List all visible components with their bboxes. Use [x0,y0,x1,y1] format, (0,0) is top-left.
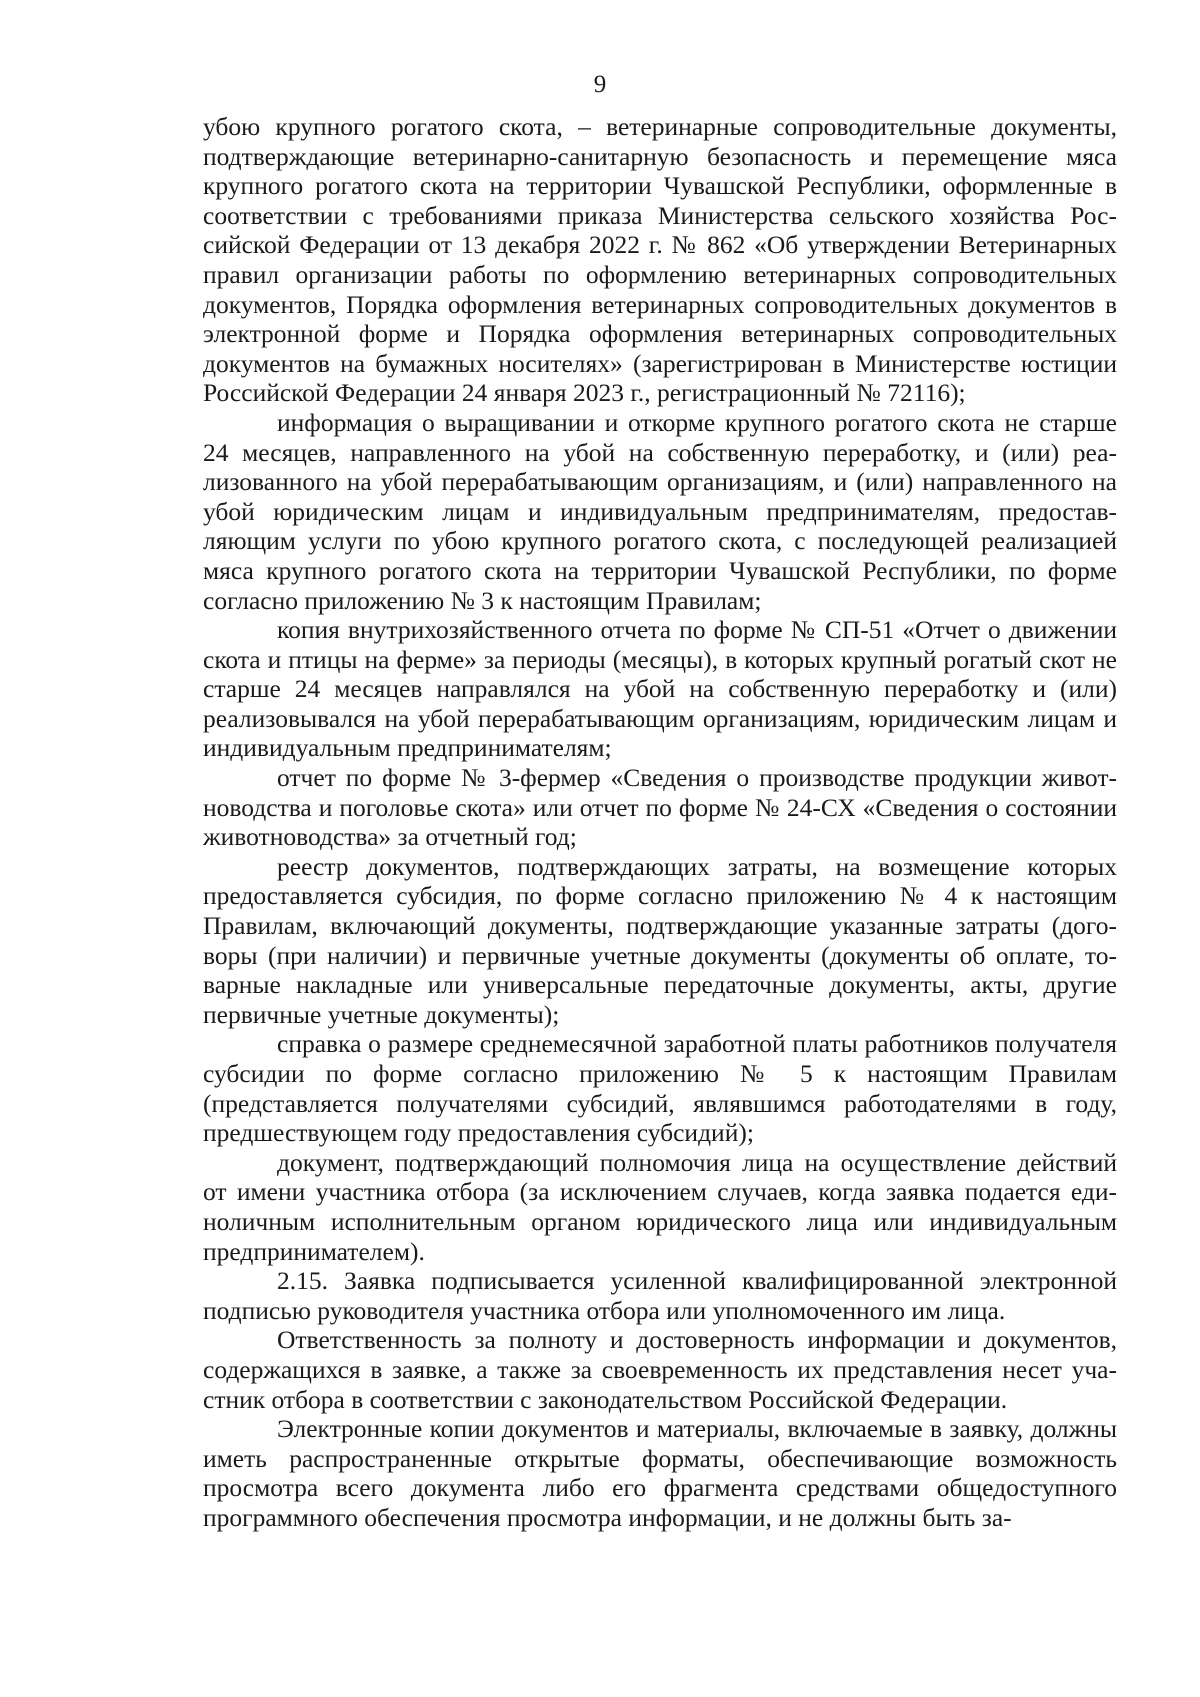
paragraph-2: информация о выращивании и откорме крупного рогатого скота не старше 24 месяцев, направленного на убой на собственную переработку, и (или) реализованного на убой перерабатывающим организациям, и (или) направленного на убой юридическим лицам и индивидуальным предпринимателям, предоставляющим услуги по убою крупного рогатого скота, с последующей реализацией мяса крупного рогатого скота на территории Чувашской Республики, по форме согласно приложению № 3 к настоящим Правилам; [203,407,1117,615]
document-body [203,112,1117,1533]
paragraph-3: копия внутрихозяйственного отчета по форме № СП-51 «Отчет о движении скота и птицы на ферме» за периоды (месяцы), в которых крупный рогатый скот не старше 24 месяцев направлялся на убой на собственную переработку и (или) реализовывался на убой перерабатывающим организациям, юридическим лицам и индивидуальным предпринимателям; [203,615,1117,763]
paragraph-5: реестр документов, подтверждающих затраты, на возмещение которых предоставляется субсидия, по форме согласно приложению № 4 к настоящим Правилам, включающий документы, подтверждающие указанные затраты (договоры (при наличии) и первичные учетные документы (документы об оплате, товарные накладные или универсальные передаточные документы, акты, другие первичные учетные документы); [203,851,1117,1029]
paragraph-9: Ответственность за полноту и достоверность информации и документов, содержащихся в заявке, а также за своевременность их представления несет участник отбора в соответствии с законодательством Российской Федерации. [203,1325,1117,1414]
paragraph-7: документ, подтверждающий полномочия лица на осуществление действий от имени участника отбора (за исключением случаев, когда заявка подается единоличным исполнительным органом юридического лица или индивидуальным предпринимателем). [203,1147,1117,1266]
paragraph-8: 2.15. Заявка подписывается усиленной квалифицированной электронной подписью руководителя участника отбора или уполномоченного им лица. [203,1266,1117,1325]
paragraph-6: справка о размере среднемесячной заработной платы работников получателя субсидии по форме согласно приложению № 5 к настоящим Правилам (представляется получателями субсидий, являвшимся работодателями в году, предшествующем году предоставления субсидий); [203,1029,1117,1148]
paragraph-10: Электронные копии документов и материалы, включаемые в заявку, должны иметь распространенные открытые форматы, обеспечивающие возможность просмотра всего документа либо его фрагмента средствами общедоступного программного обеспечения просмотра информации, и не должны быть за- [203,1414,1117,1532]
paragraph-4: отчет по форме № 3-фермер «Сведения о производстве продукции животноводства и поголовье скота» или отчет по форме № 24-СХ «Сведения о состоянии животноводства» за отчетный год; [203,763,1117,852]
paragraph-1: убою крупного рогатого скота, – ветеринарные сопроводительные документы, подтверждающие ветеринарно-санитарную безопасность и перемещение мяса крупного рогатого скота на территории Чувашской Республики, оформленные в соответствии с требованиями приказа Министерства сельского хозяйства Российской Федерации от 13 декабря 2022 г. № 862 «Об утверждении Ветеринарных правил организации работы по оформлению ветеринарных сопроводительных документов, Порядка оформления ветеринарных сопроводительных документов в электронной форме и Порядка оформления ветеринарных сопроводительных документов на бумажных носителях» (зарегистрирован в Министерстве юстиции Российской Федерации 24 января 2023 г., регистрационный № 72116); [203,112,1117,408]
page-number: 9 [593,71,607,98]
